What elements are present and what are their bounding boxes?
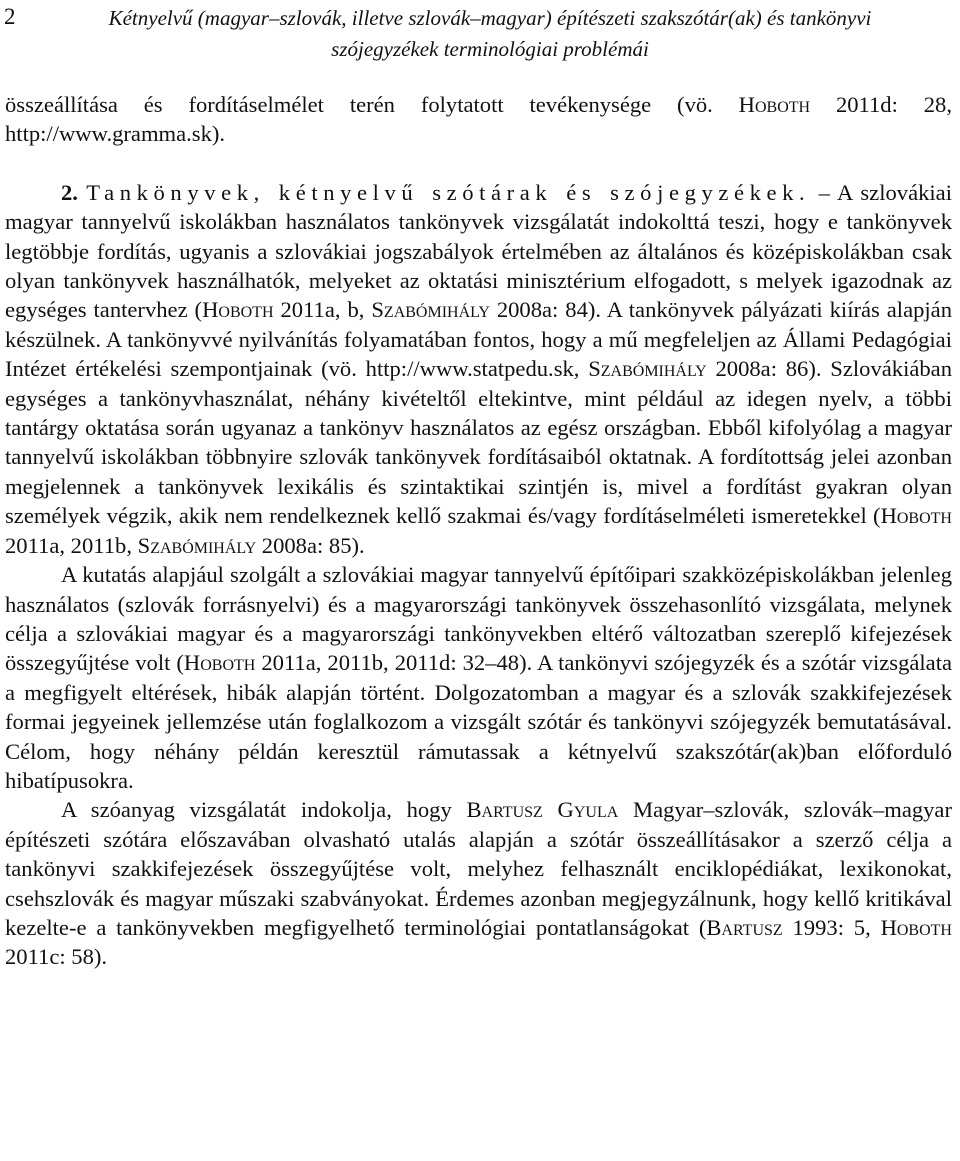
author-name: Hoboth — [880, 503, 952, 529]
text-run: 2011a, 2011b, — [5, 532, 138, 558]
author-name: Hoboth — [880, 914, 952, 940]
text-run: 2011a, b, — [273, 297, 372, 323]
author-name: Hoboth — [202, 297, 274, 323]
author-name: Hoboth — [183, 650, 256, 676]
text-run: 2011a, 2011b, 2011d: 32–48). A tankönyvi szójegyzék és a szótár vizsgálata a megfigyelt eltérések, hibák alapján történt. Dolgozatomban a magyar és a szlovák szakkifejezések formai jegyeinek jellemzése után foglalkozom a vizsgált szótár és tankönyvi szójegyzék bemutatásával. Célom, hogy néhány példán keresztül rámutassak a kétnyelvű szakszótár(ak)ban előforduló hibatípusokra. — [5, 650, 953, 793]
author-name: Bartusz — [706, 914, 783, 940]
text-run: A kutatás alapjául szolgált a szlovákiai magyar tannyelvű építőipari szakközépiskolákban jelenleg használatos (szlovák forrásnyelvi) és a magyarországi tankönyvek összehasonlító vizsgálata, melynek célja a szlovákiai magyar és a magyarországi tankönyvekben eltérő változatban szereplő kifejezések összegyűjtése volt ( — [5, 562, 952, 676]
body-paragraph — [5, 560, 952, 795]
text-run: 1993: 5, — [782, 914, 881, 940]
text-run: 2011d: 28, http://www.gramma.sk). — [5, 92, 952, 147]
author-name: Szabómihály — [137, 532, 257, 558]
body-text — [5, 90, 952, 972]
section-number: 2. — [61, 179, 78, 205]
paragraph-continuation — [5, 90, 952, 149]
author-name: Bartusz Gyula — [466, 797, 619, 823]
text-run: 2011c: 58). — [5, 944, 108, 970]
page-number: 2 — [4, 4, 16, 29]
text-run: 2008a: 84). A tankönyvek pályázati kiírás alapján készülnek. A tankönyvvé nyilvánítás folyamatában fontos, hogy a mű megfeleljen az Állami Pedagógiai Intézet értékelési szempontjainak (vö. http://www.statpedu.sk, — [5, 297, 953, 382]
author-name: Szabómihály — [371, 297, 490, 323]
section-paragraph — [5, 178, 952, 560]
author-name: Hoboth — [738, 92, 811, 117]
section-title: Tankönyvek, kétnyelvű szótárak és szójegyzékek. — [86, 179, 811, 205]
text-run: Magyar–szlovák, szlovák–magyar építészeti szótára előszavában olvasható utalás alapján a szótár összeállításakor a szerző célja a tankönyvi szakkifejezések összegyűjtése volt, melyhez felhasznált enciklopédiákat, lexikonokat, csehszlovák és magyar műszaki szabványokat. Érdemes azonban megjegyzálnunk, hogy kellő kritikával kezelte-e a tankönyvekben megfigyelhető terminológiai pontatlanságokat ( — [5, 797, 952, 940]
text-run: 2008a: 86). Szlovákiában egységes a tankönyvhasználat, néhány kivételtől eltekintve, mint például az idegen nyelv, a többi tantárgy oktatása során ugyanaz a tankönyv használatos az egész országban. Ebből kifolyólag a magyar tannyelvű iskolákban többnyire szlovák tankönyvek fordításaiból oktatnak. A fordítottság jelei azonban megjelennek a tankönyvek lexikális és szintaktikai szintjén is, mivel a fordítást gyakran olyan személyek végzik, akik nem rendelkeznek kellő szakmai és/vagy fordításelméleti ismeretekkel ( — [5, 356, 952, 529]
author-name: Szabómihály — [588, 356, 707, 382]
text-run: – A szlovákiai magyar tannyelvű iskolákban használatos tankönyvek vizsgálatát indokolttá teszi, hogy e tankönyvek legtöbbje fordítás, ugyanis a szlovákiai jogszabályok értelmében az általános és középiskolákban csak olyan tankönyvek használhatók, melyeket az oktatási minisztérium elfogadott, s melyek igazodnak az egységes tantervhez ( — [5, 179, 952, 323]
body-paragraph — [5, 795, 952, 971]
text-run: 2008a: 85). — [256, 532, 365, 558]
text-run: A szóanyag vizsgálatát indokolja, hogy — [61, 797, 467, 823]
text-run: összeállítása és fordításelmélet terén folytatott tevékenysége (vö. — [5, 92, 739, 117]
running-title: Kétnyelvű (magyar–szlovák, illetve szlovák–magyar) építészeti szakszótár(ak) és tankönyvi szójegyzékek terminológiai problémái — [108, 6, 872, 61]
